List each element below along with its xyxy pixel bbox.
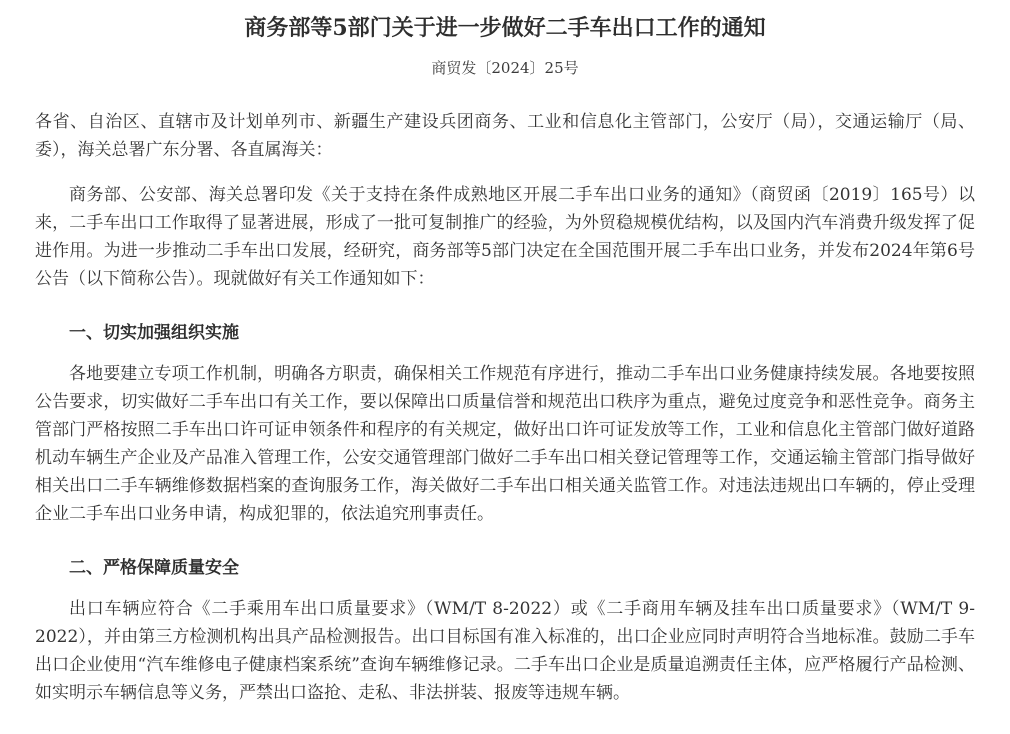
- section-2-body: 出口车辆应符合《二手乘用车出口质量要求》（WM/T 8-2022）或《二手商用车辆及挂车出口质量要求》（WM/T 9-2022），并由第三方检测机构出具产品检测报告。出口目标国有准入标准的，出口企业应同时声明符合当地标准。鼓励二手车出口企业使用“汽车维修电子健康档案系统”查询车辆维修记录。二手车出口企业是质量追溯责任主体，应严格履行产品检测、如实明示车辆信息等义务，严禁出口盗抢、走私、非法拼装、报废等违规车辆。: [35, 598, 975, 703]
- document-number: 商贸发〔2024〕25号: [431, 58, 579, 77]
- section-1-body: 各地要建立专项工作机制，明确各方职责，确保相关工作规范有序进行，推动二手车出口业务健康持续发展。各地要按照公告要求，切实做好二手车出口有关工作，要以保障出口质量信誉和规范出口秩序为重点，避免过度竞争和恶性竞争。商务主管部门严格按照二手车出口许可证申领条件和程序的有关规定，做好出口许可证发放等工作，工业和信息化主管部门做好道路机动车辆生产企业及产品准入管理工作，公安交通管理部门做好二手车出口相关登记管理等工作，交通运输主管部门指导做好相关出口二手车辆维修数据档案的查询服务工作，海关做好二手车出口相关通关监管工作。对违法违规出口车辆的，停止受理企业二手车出口业务申请，构成犯罪的，依法追究刑事责任。: [35, 363, 975, 524]
- section-1-heading: 一、切实加强组织实施: [69, 322, 239, 343]
- notice-document: [35, 0, 975, 734]
- section-2-heading: 二、严格保障质量安全: [69, 557, 239, 578]
- page-title: 商务部等5部门关于进一步做好二手车出口工作的通知: [244, 15, 766, 41]
- salutation-paragraph: 各省、自治区、直辖市及计划单列市、新疆生产建设兵团商务、工业和信息化主管部门，公安厅（局），交通运输厅（局、委），海关总署广东分署、各直属海关：: [35, 111, 975, 160]
- intro-paragraph: 商务部、公安部、海关总署印发《关于支持在条件成熟地区开展二手车出口业务的通知》（商贸函〔2019〕165号）以来，二手车出口工作取得了显著进展，形成了一批可复制推广的经验，为外贸稳规模优结构，以及国内汽车消费升级发挥了促进作用。为进一步推动二手车出口发展，经研究，商务部等5部门决定在全国范围开展二手车出口业务，并发布2024年第6号公告（以下简称公告）。现就做好有关工作通知如下：: [35, 184, 975, 289]
